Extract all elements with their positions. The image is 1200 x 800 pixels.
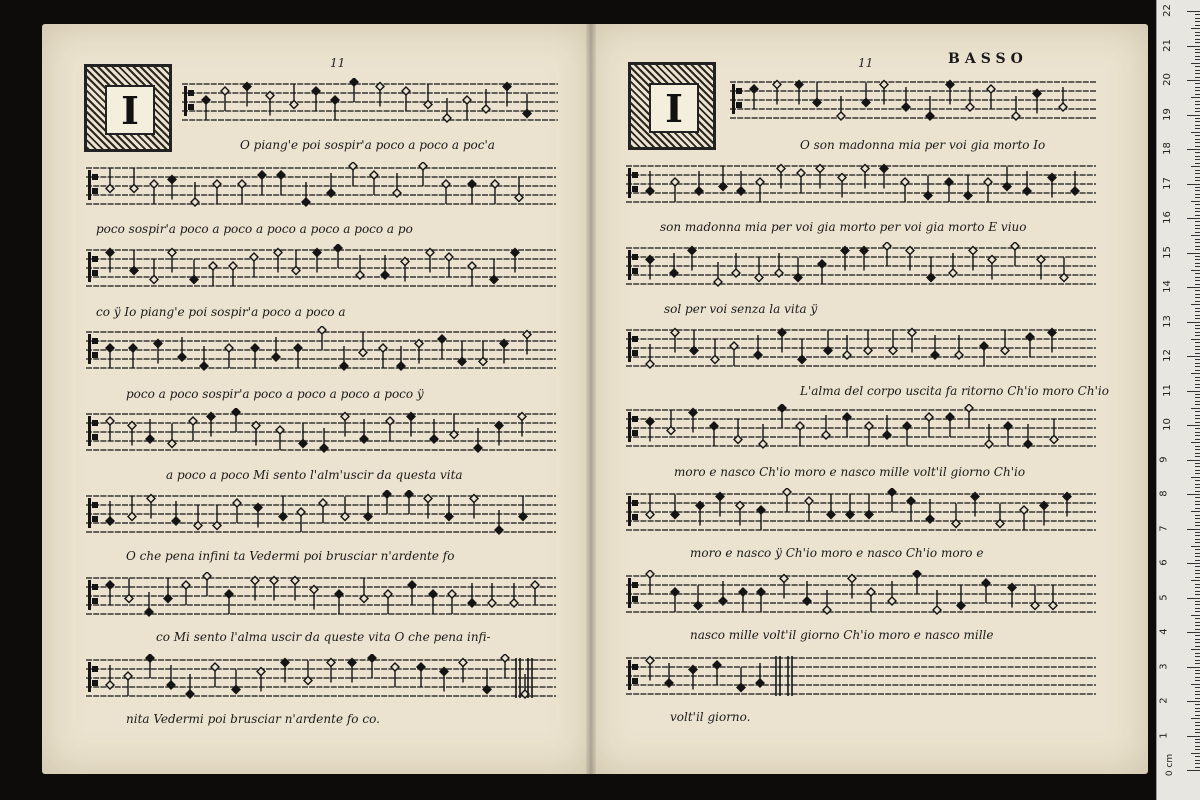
ruler-number: 8 <box>1158 490 1170 497</box>
ruler-minor-tick <box>1195 273 1200 274</box>
ruler-number: 16 <box>1161 211 1173 224</box>
ruler-minor-tick <box>1195 246 1200 247</box>
ruler-minor-tick <box>1195 749 1200 750</box>
ruler-minor-tick <box>1195 604 1200 605</box>
ruler-minor-tick <box>1191 304 1200 305</box>
ruler-minor-tick <box>1195 156 1200 157</box>
ruler-minor-tick <box>1195 366 1200 367</box>
right-staff-5 <box>626 404 1096 456</box>
ruler-minor-tick <box>1195 108 1200 109</box>
ruler-minor-tick <box>1191 684 1200 685</box>
ruler-minor-tick <box>1195 463 1200 464</box>
ruler-minor-tick <box>1195 501 1200 502</box>
ruler-minor-tick <box>1195 618 1200 619</box>
ruler-minor-tick <box>1195 680 1200 681</box>
ruler-minor-tick <box>1195 663 1200 664</box>
ruler-minor-tick <box>1195 128 1200 129</box>
ruler-minor-tick <box>1195 125 1200 126</box>
ruler-minor-tick <box>1195 284 1200 285</box>
ruler-tick <box>1187 184 1200 185</box>
ruler-minor-tick <box>1195 553 1200 554</box>
ruler-minor-tick <box>1195 704 1200 705</box>
right-lyric-line-4: L'alma del corpo uscita fa ritorno Ch'io moro Ch'io <box>800 384 1109 398</box>
ruler-tick <box>1187 287 1200 288</box>
ruler-minor-tick <box>1195 49 1200 50</box>
ruler-minor-tick <box>1195 342 1200 343</box>
ruler-minor-tick <box>1195 656 1200 657</box>
ruler-minor-tick <box>1195 256 1200 257</box>
ruler-minor-tick <box>1195 297 1200 298</box>
ruler-minor-tick <box>1195 139 1200 140</box>
ruler-minor-tick <box>1195 239 1200 240</box>
ruler-minor-tick <box>1195 698 1200 699</box>
ruler-minor-tick <box>1195 121 1200 122</box>
ruler-minor-tick <box>1195 177 1200 178</box>
ruler-minor-tick <box>1195 729 1200 730</box>
ruler-minor-tick <box>1195 577 1200 578</box>
ruler-number: 15 <box>1161 245 1173 259</box>
ruler-number: 17 <box>1161 176 1173 190</box>
ruler-minor-tick <box>1195 542 1200 543</box>
ruler-minor-tick <box>1195 180 1200 181</box>
ruler-minor-tick <box>1195 83 1200 84</box>
book-gutter <box>586 24 596 774</box>
ruler-minor-tick <box>1195 266 1200 267</box>
ruler-minor-tick <box>1191 201 1200 202</box>
ruler-minor-tick <box>1195 497 1200 498</box>
ruler-minor-tick <box>1195 646 1200 647</box>
ruler-tick <box>1187 80 1200 81</box>
ruler-minor-tick <box>1195 746 1200 747</box>
ruler-minor-tick <box>1195 35 1200 36</box>
ruler-minor-tick <box>1195 539 1200 540</box>
ruler-minor-tick <box>1195 328 1200 329</box>
ruler-minor-tick <box>1195 225 1200 226</box>
ruler-minor-tick <box>1195 335 1200 336</box>
ruler-minor-tick <box>1195 387 1200 388</box>
ruler-minor-tick <box>1195 453 1200 454</box>
ruler-minor-tick <box>1195 491 1200 492</box>
ruler-tick <box>1187 460 1200 461</box>
ruler-tick <box>1187 598 1200 599</box>
right-decorated-initial <box>628 62 716 150</box>
ruler-minor-tick <box>1195 77 1200 78</box>
ruler-minor-tick <box>1195 480 1200 481</box>
ruler-minor-tick <box>1195 353 1200 354</box>
ruler-minor-tick <box>1195 187 1200 188</box>
ruler-minor-tick <box>1195 756 1200 757</box>
ruler-minor-tick <box>1195 473 1200 474</box>
ruler-minor-tick <box>1195 111 1200 112</box>
ruler-minor-tick <box>1195 404 1200 405</box>
left-lyric-line-4: poco a poco sospir'a poco a poco a poco a poco ÿ <box>126 387 424 401</box>
ruler-minor-tick <box>1191 580 1200 581</box>
ruler-minor-tick <box>1195 484 1200 485</box>
ruler-minor-tick <box>1195 384 1200 385</box>
ruler-minor-tick <box>1195 87 1200 88</box>
ruler-minor-tick <box>1195 625 1200 626</box>
ruler-number: 20 <box>1161 73 1173 86</box>
ruler-minor-tick <box>1195 508 1200 509</box>
ruler-minor-tick <box>1195 653 1200 654</box>
right-folio: 11 <box>858 56 874 70</box>
ruler-number: 21 <box>1161 38 1173 52</box>
left-lyric-line-2: poco sospir'a poco a poco a poco a poco a poco a po <box>96 222 413 236</box>
ruler-minor-tick <box>1195 466 1200 467</box>
ruler-minor-tick <box>1195 739 1200 740</box>
ruler-number: 6 <box>1158 559 1170 566</box>
ruler-minor-tick <box>1195 52 1200 53</box>
ruler-minor-tick <box>1195 73 1200 74</box>
ruler-minor-tick <box>1195 446 1200 447</box>
ruler-minor-tick <box>1191 28 1200 29</box>
ruler-minor-tick <box>1195 670 1200 671</box>
ruler-minor-tick <box>1195 694 1200 695</box>
ruler-minor-tick <box>1195 39 1200 40</box>
ruler-minor-tick <box>1195 173 1200 174</box>
ruler-minor-tick <box>1195 159 1200 160</box>
measurement-ruler <box>1156 0 1200 800</box>
ruler-minor-tick <box>1191 718 1200 719</box>
ruler-minor-tick <box>1191 408 1200 409</box>
ruler-minor-tick <box>1195 249 1200 250</box>
ruler-minor-tick <box>1191 511 1200 512</box>
ruler-minor-tick <box>1195 308 1200 309</box>
ruler-minor-tick <box>1195 228 1200 229</box>
ruler-minor-tick <box>1195 742 1200 743</box>
left-initial-letter: I <box>105 85 155 135</box>
ruler-tick <box>1187 736 1200 737</box>
ruler-minor-tick <box>1195 90 1200 91</box>
ruler-minor-tick <box>1195 635 1200 636</box>
ruler-tick <box>1187 356 1200 357</box>
ruler-tick <box>1187 253 1200 254</box>
ruler-minor-tick <box>1195 118 1200 119</box>
ruler-tick <box>1187 425 1200 426</box>
ruler-minor-tick <box>1191 615 1200 616</box>
ruler-minor-tick <box>1191 753 1200 754</box>
ruler-minor-tick <box>1195 104 1200 105</box>
ruler-minor-tick <box>1195 587 1200 588</box>
ruler-minor-tick <box>1195 315 1200 316</box>
ruler-minor-tick <box>1195 59 1200 60</box>
ruler-number: 2 <box>1158 697 1170 704</box>
ruler-tick <box>1187 701 1200 702</box>
left-staff-5 <box>86 408 556 460</box>
ruler-number: 5 <box>1158 593 1170 601</box>
ruler-minor-tick <box>1195 25 1200 26</box>
ruler-minor-tick <box>1195 608 1200 609</box>
ruler-minor-tick <box>1191 373 1200 374</box>
ruler-minor-tick <box>1195 622 1200 623</box>
left-staff-3 <box>86 244 556 296</box>
ruler-tick <box>1187 115 1200 116</box>
ruler-minor-tick <box>1195 642 1200 643</box>
ruler-minor-tick <box>1195 163 1200 164</box>
ruler-minor-tick <box>1195 394 1200 395</box>
right-lyric-line-8: volt'il giorno. <box>670 710 751 724</box>
ruler-number: 11 <box>1161 383 1173 397</box>
ruler-number: 1 <box>1158 731 1170 739</box>
left-staff-2 <box>86 162 556 214</box>
ruler-minor-tick <box>1195 715 1200 716</box>
ruler-minor-tick <box>1191 442 1200 443</box>
ruler-minor-tick <box>1195 70 1200 71</box>
ruler-minor-tick <box>1195 487 1200 488</box>
ruler-minor-tick <box>1195 687 1200 688</box>
right-lyric-line-3: sol per voi senza la vita ÿ <box>664 302 818 316</box>
ruler-minor-tick <box>1191 235 1200 236</box>
ruler-minor-tick <box>1195 660 1200 661</box>
ruler-minor-tick <box>1195 14 1200 15</box>
ruler-minor-tick <box>1195 152 1200 153</box>
right-lyric-line-6: moro e nasco ÿ Ch'io moro e nasco Ch'io moro e <box>690 546 984 560</box>
ruler-minor-tick <box>1195 418 1200 419</box>
left-lyric-line-8: nita Vedermi poi brusciar n'ardente fo co. <box>126 712 380 726</box>
ruler-minor-tick <box>1195 504 1200 505</box>
ruler-minor-tick <box>1195 708 1200 709</box>
right-lyric-line-1: O son madonna mia per voi gia morto Io <box>800 138 1046 152</box>
ruler-minor-tick <box>1195 142 1200 143</box>
ruler-minor-tick <box>1195 263 1200 264</box>
ruler-tick <box>1187 322 1200 323</box>
ruler-minor-tick <box>1195 101 1200 102</box>
ruler-minor-tick <box>1195 208 1200 209</box>
ruler-minor-tick <box>1195 456 1200 457</box>
ruler-minor-tick <box>1195 311 1200 312</box>
ruler-minor-tick <box>1195 549 1200 550</box>
ruler-minor-tick <box>1195 380 1200 381</box>
ruler-tick <box>1187 494 1200 495</box>
ruler-minor-tick <box>1195 42 1200 43</box>
left-decorated-initial <box>84 64 172 152</box>
ruler-minor-tick <box>1195 294 1200 295</box>
ruler-minor-tick <box>1195 377 1200 378</box>
ruler-minor-tick <box>1191 132 1200 133</box>
ruler-number: 14 <box>1161 280 1173 293</box>
left-staff-8 <box>86 654 556 706</box>
ruler-minor-tick <box>1195 673 1200 674</box>
right-staff-8 <box>626 652 1096 704</box>
ruler-tick <box>1187 667 1200 668</box>
ruler-minor-tick <box>1195 760 1200 761</box>
ruler-minor-tick <box>1195 66 1200 67</box>
ruler-minor-tick <box>1195 518 1200 519</box>
ruler-minor-tick <box>1191 97 1200 98</box>
ruler-number: 7 <box>1158 524 1170 532</box>
right-lyric-line-5: moro e nasco Ch'io moro e nasco mille volt'il giorno Ch'io <box>674 465 1026 479</box>
ruler-minor-tick <box>1195 522 1200 523</box>
ruler-minor-tick <box>1195 584 1200 585</box>
ruler-minor-tick <box>1195 32 1200 33</box>
ruler-minor-tick <box>1195 411 1200 412</box>
ruler-number: 4 <box>1158 628 1170 635</box>
ruler-minor-tick <box>1195 691 1200 692</box>
ruler-minor-tick <box>1195 439 1200 440</box>
ruler-minor-tick <box>1195 211 1200 212</box>
ruler-minor-tick <box>1195 18 1200 19</box>
ruler-tick <box>1187 46 1200 47</box>
ruler-number: 22 <box>1161 4 1173 17</box>
left-folio: 11 <box>330 56 346 70</box>
ruler-minor-tick <box>1195 359 1200 360</box>
ruler-minor-tick <box>1191 649 1200 650</box>
ruler-minor-tick <box>1195 259 1200 260</box>
ruler-minor-tick <box>1195 591 1200 592</box>
ruler-minor-tick <box>1195 146 1200 147</box>
ruler-tick <box>1187 11 1200 12</box>
left-lyric-line-7: co Mi sento l'alma uscir da queste vita O che pena infi- <box>156 630 491 644</box>
ruler-minor-tick <box>1195 763 1200 764</box>
ruler-minor-tick <box>1195 449 1200 450</box>
ruler-minor-tick <box>1195 532 1200 533</box>
ruler-minor-tick <box>1195 197 1200 198</box>
left-lyric-line-1: O piang'e poi sospir'a poco a poco a poc'a <box>240 138 495 152</box>
ruler-minor-tick <box>1195 432 1200 433</box>
ruler-minor-tick <box>1195 94 1200 95</box>
ruler-number: 13 <box>1161 314 1173 328</box>
ruler-minor-tick <box>1195 401 1200 402</box>
ruler-tick <box>1187 563 1200 564</box>
ruler-minor-tick <box>1195 232 1200 233</box>
ruler-minor-tick <box>1195 725 1200 726</box>
ruler-minor-tick <box>1195 435 1200 436</box>
right-initial-letter: I <box>649 83 699 133</box>
ruler-minor-tick <box>1195 135 1200 136</box>
ruler-minor-tick <box>1195 242 1200 243</box>
right-staff-6 <box>626 488 1096 540</box>
ruler-minor-tick <box>1195 215 1200 216</box>
ruler-minor-tick <box>1195 349 1200 350</box>
ruler-minor-tick <box>1195 611 1200 612</box>
left-staff-4 <box>86 326 556 378</box>
ruler-number: 19 <box>1161 107 1173 121</box>
ruler-minor-tick <box>1195 190 1200 191</box>
right-lyric-line-7: nasco mille volt'il giorno Ch'io moro e nasco mille <box>690 628 994 642</box>
ruler-minor-tick <box>1195 21 1200 22</box>
ruler-minor-tick <box>1195 290 1200 291</box>
ruler-minor-tick <box>1191 339 1200 340</box>
ruler-minor-tick <box>1195 711 1200 712</box>
ruler-tick <box>1187 770 1200 771</box>
ruler-minor-tick <box>1195 370 1200 371</box>
ruler-minor-tick <box>1195 515 1200 516</box>
ruler-minor-tick <box>1195 332 1200 333</box>
ruler-minor-tick <box>1195 428 1200 429</box>
ruler-minor-tick <box>1195 556 1200 557</box>
right-staff-1 <box>730 76 1096 128</box>
ruler-minor-tick <box>1195 397 1200 398</box>
left-lyric-line-5: a poco a poco Mi sento l'alm'uscir da questa vita <box>166 468 463 482</box>
ruler-minor-tick <box>1195 363 1200 364</box>
ruler-minor-tick <box>1195 470 1200 471</box>
ruler-minor-tick <box>1195 318 1200 319</box>
ruler-minor-tick <box>1195 346 1200 347</box>
ruler-number: 12 <box>1161 349 1173 362</box>
ruler-number: 18 <box>1161 142 1173 155</box>
ruler-minor-tick <box>1195 525 1200 526</box>
ruler-minor-tick <box>1191 166 1200 167</box>
ruler-tick <box>1187 632 1200 633</box>
ruler-minor-tick <box>1195 677 1200 678</box>
ruler-number: 10 <box>1161 418 1173 431</box>
ruler-number: 9 <box>1158 455 1170 463</box>
ruler-minor-tick <box>1191 63 1200 64</box>
ruler-minor-tick <box>1195 170 1200 171</box>
ruler-tick <box>1187 218 1200 219</box>
ruler-minor-tick <box>1195 570 1200 571</box>
left-staff-1 <box>182 78 558 130</box>
left-lyric-line-3: co ÿ Io piang'e poi sospir'a poco a poco a <box>96 305 346 319</box>
ruler-minor-tick <box>1195 566 1200 567</box>
ruler-minor-tick <box>1195 277 1200 278</box>
ruler-unit-label: 0 cm <box>1165 753 1176 777</box>
right-staff-4 <box>626 324 1096 376</box>
right-lyric-line-2: son madonna mia per voi gia morto per voi gia morto E viuo <box>660 220 1027 234</box>
ruler-minor-tick <box>1195 601 1200 602</box>
ruler-minor-tick <box>1195 560 1200 561</box>
ruler-minor-tick <box>1191 546 1200 547</box>
left-staff-7 <box>86 572 556 624</box>
ruler-minor-tick <box>1195 629 1200 630</box>
ruler-tick <box>1187 529 1200 530</box>
left-staff-6 <box>86 490 556 542</box>
ruler-minor-tick <box>1195 535 1200 536</box>
ruler-minor-tick <box>1195 639 1200 640</box>
ruler-minor-tick <box>1195 221 1200 222</box>
ruler-minor-tick <box>1195 280 1200 281</box>
ruler-minor-tick <box>1195 732 1200 733</box>
ruler-minor-tick <box>1195 594 1200 595</box>
ruler-minor-tick <box>1195 301 1200 302</box>
ruler-tick <box>1187 149 1200 150</box>
ruler-minor-tick <box>1195 194 1200 195</box>
ruler-number: 3 <box>1158 662 1170 670</box>
ruler-minor-tick <box>1195 573 1200 574</box>
ruler-minor-tick <box>1195 422 1200 423</box>
ruler-minor-tick <box>1195 767 1200 768</box>
left-lyric-line-6: O che pena infini ta Vedermi poi brusciar n'ardente fo <box>126 549 455 563</box>
ruler-minor-tick <box>1195 722 1200 723</box>
ruler-minor-tick <box>1195 415 1200 416</box>
ruler-minor-tick <box>1191 270 1200 271</box>
right-staff-7 <box>626 570 1096 622</box>
right-staff-2 <box>626 160 1096 212</box>
right-staff-3 <box>626 242 1096 294</box>
ruler-tick <box>1187 391 1200 392</box>
ruler-minor-tick <box>1195 204 1200 205</box>
ruler-minor-tick <box>1195 56 1200 57</box>
ruler-minor-tick <box>1191 477 1200 478</box>
ruler-minor-tick <box>1195 325 1200 326</box>
part-name-header: BASSO <box>948 51 1028 67</box>
